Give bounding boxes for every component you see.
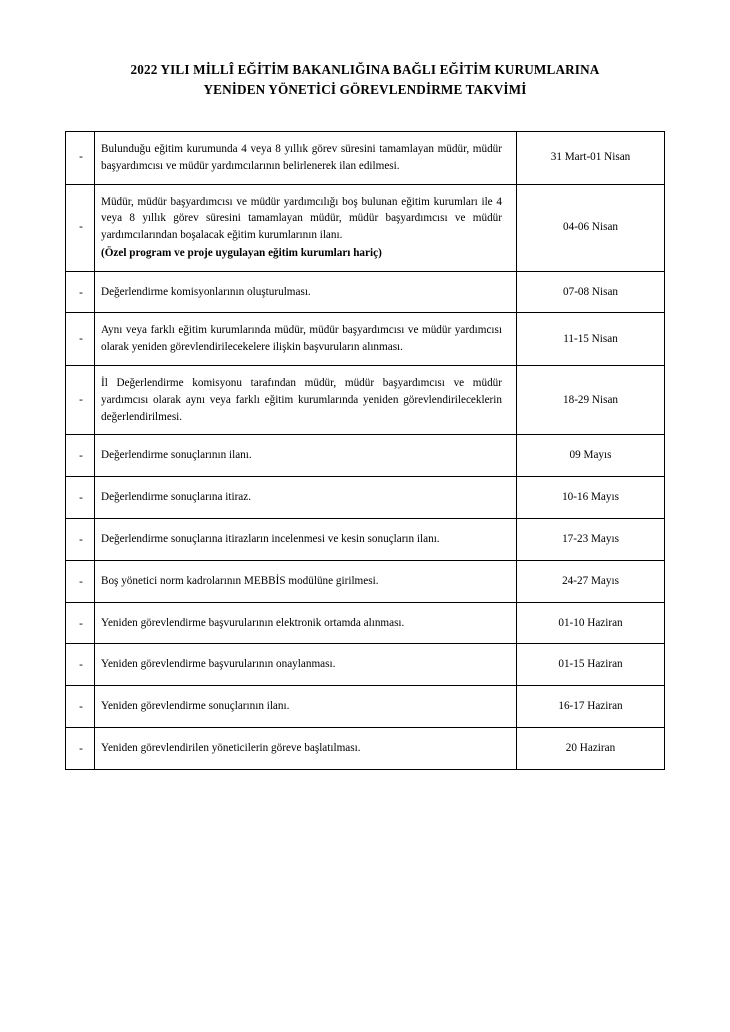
row-description bbox=[95, 560, 517, 602]
bullet-glyph: - bbox=[79, 701, 83, 714]
row-date: 20 Haziran bbox=[517, 728, 665, 770]
bullet-glyph: - bbox=[79, 659, 83, 672]
page-title-line-2: YENİDEN YÖNETİCİ GÖREVLENDİRME TAKVİMİ bbox=[203, 82, 527, 98]
row-date: 11-15 Nisan bbox=[517, 313, 665, 366]
row-date: 10-16 Mayıs bbox=[517, 477, 665, 519]
row-bullet bbox=[66, 131, 95, 184]
table-row bbox=[66, 560, 665, 602]
row-date: 16-17 Haziran bbox=[517, 686, 665, 728]
row-description-text: Değerlendirme sonuçlarının ilanı. bbox=[101, 449, 252, 462]
row-description-text: İl Değerlendirme komisyonu tarafından müdür, müdür başyardımcısı ve müdür yardımcısı olarak aynı veya farklı eğitim kurumlarında yeniden görevlendirileceklerin değerlendirilmesi. bbox=[101, 377, 502, 423]
table-row bbox=[66, 184, 665, 271]
table-row bbox=[66, 131, 665, 184]
row-bullet bbox=[66, 271, 95, 313]
row-bullet bbox=[66, 184, 95, 271]
row-bullet bbox=[66, 602, 95, 644]
row-description-text: Değerlendirme sonuçlarına itiraz. bbox=[101, 491, 252, 504]
bullet-glyph: - bbox=[79, 332, 83, 345]
row-description-text: Değerlendirme sonuçlarına itirazların incelenmesi ve kesin sonuçların ilanı. bbox=[101, 533, 440, 546]
row-description-text: Müdür, müdür başyardımcısı ve müdür yardımcılığı boş bulunan eğitim kurumları ile 4 veya 8 yıllık görev süresini tamamlayan müdür, müdür başyardımcısı ve müdür yardımcılarından boşalacak eğitim kurumlarının ilanı. bbox=[101, 195, 502, 242]
row-date: 01-10 Haziran bbox=[517, 602, 665, 644]
bullet-glyph: - bbox=[79, 492, 83, 505]
page-title-line-1: 2022 YILI MİLLÎ EĞİTİM BAKANLIĞINA BAĞLI EĞİTİM KURUMLARINA bbox=[130, 62, 600, 77]
row-description bbox=[95, 644, 517, 686]
row-bullet bbox=[66, 644, 95, 686]
row-description bbox=[95, 131, 517, 184]
table-row bbox=[66, 271, 665, 313]
row-description bbox=[95, 271, 517, 313]
row-description bbox=[95, 313, 517, 366]
row-bullet bbox=[66, 366, 95, 435]
table-row bbox=[66, 686, 665, 728]
table-row bbox=[66, 644, 665, 686]
row-description bbox=[95, 728, 517, 770]
bullet-glyph: - bbox=[79, 393, 83, 406]
row-description bbox=[95, 602, 517, 644]
bullet-glyph: - bbox=[79, 743, 83, 756]
row-description bbox=[95, 435, 517, 477]
table-row bbox=[66, 728, 665, 770]
row-date: 07-08 Nisan bbox=[517, 271, 665, 313]
table-row bbox=[66, 313, 665, 366]
row-date: 18-29 Nisan bbox=[517, 366, 665, 435]
row-bullet bbox=[66, 435, 95, 477]
row-description-text: Bulunduğu eğitim kurumunda 4 veya 8 yıllık görev süresini tamamlayan müdür, müdür başyardımcısı ve müdür yardımcılarının belirlenerek ilan edilmesi. bbox=[101, 142, 502, 172]
calendar-table-wrapper bbox=[65, 131, 665, 770]
row-description-note: (Özel program ve proje uygulayan eğitim kurumları hariç) bbox=[101, 246, 382, 259]
row-bullet bbox=[66, 519, 95, 561]
row-description-text: Yeniden görevlendirilen yöneticilerin göreve başlatılması. bbox=[101, 742, 361, 755]
table-row bbox=[66, 477, 665, 519]
row-description-text: Yeniden görevlendirme başvurularının elektronik ortamda alınması. bbox=[101, 616, 405, 629]
row-description bbox=[95, 184, 517, 271]
row-date: 31 Mart-01 Nisan bbox=[517, 131, 665, 184]
row-description bbox=[95, 366, 517, 435]
bullet-glyph: - bbox=[79, 151, 83, 164]
row-description-text: Yeniden görevlendirme sonuçlarının ilanı. bbox=[101, 700, 290, 713]
row-description bbox=[95, 519, 517, 561]
bullet-glyph: - bbox=[79, 534, 83, 547]
table-row bbox=[66, 366, 665, 435]
row-description-text: Aynı veya farklı eğitim kurumlarında müdür, müdür başyardımcısı ve müdür yardımcısı olarak yeniden görevlendirilecekelere ilişkin başvuruların alınması. bbox=[101, 324, 502, 354]
calendar-table-body bbox=[66, 131, 665, 769]
table-row bbox=[66, 602, 665, 644]
bullet-glyph: - bbox=[79, 617, 83, 630]
row-bullet bbox=[66, 477, 95, 519]
table-row bbox=[66, 519, 665, 561]
table-row bbox=[66, 435, 665, 477]
bullet-glyph: - bbox=[79, 575, 83, 588]
row-date: 09 Mayıs bbox=[517, 435, 665, 477]
bullet-glyph: - bbox=[79, 221, 83, 234]
row-description bbox=[95, 477, 517, 519]
calendar-table bbox=[65, 131, 665, 770]
row-date: 01-15 Haziran bbox=[517, 644, 665, 686]
row-date: 17-23 Mayıs bbox=[517, 519, 665, 561]
row-description-text: Değerlendirme komisyonlarının oluşturulması. bbox=[101, 285, 311, 298]
bullet-glyph: - bbox=[79, 286, 83, 299]
row-description-text: Boş yönetici norm kadrolarının MEBBİS modülüne girilmesi. bbox=[101, 574, 379, 587]
row-bullet bbox=[66, 560, 95, 602]
row-bullet bbox=[66, 686, 95, 728]
page-title bbox=[0, 0, 730, 101]
row-bullet bbox=[66, 313, 95, 366]
row-description bbox=[95, 686, 517, 728]
row-date: 04-06 Nisan bbox=[517, 184, 665, 271]
row-date: 24-27 Mayıs bbox=[517, 560, 665, 602]
row-description-text: Yeniden görevlendirme başvurularının onaylanması. bbox=[101, 658, 336, 671]
row-bullet bbox=[66, 728, 95, 770]
bullet-glyph: - bbox=[79, 450, 83, 463]
